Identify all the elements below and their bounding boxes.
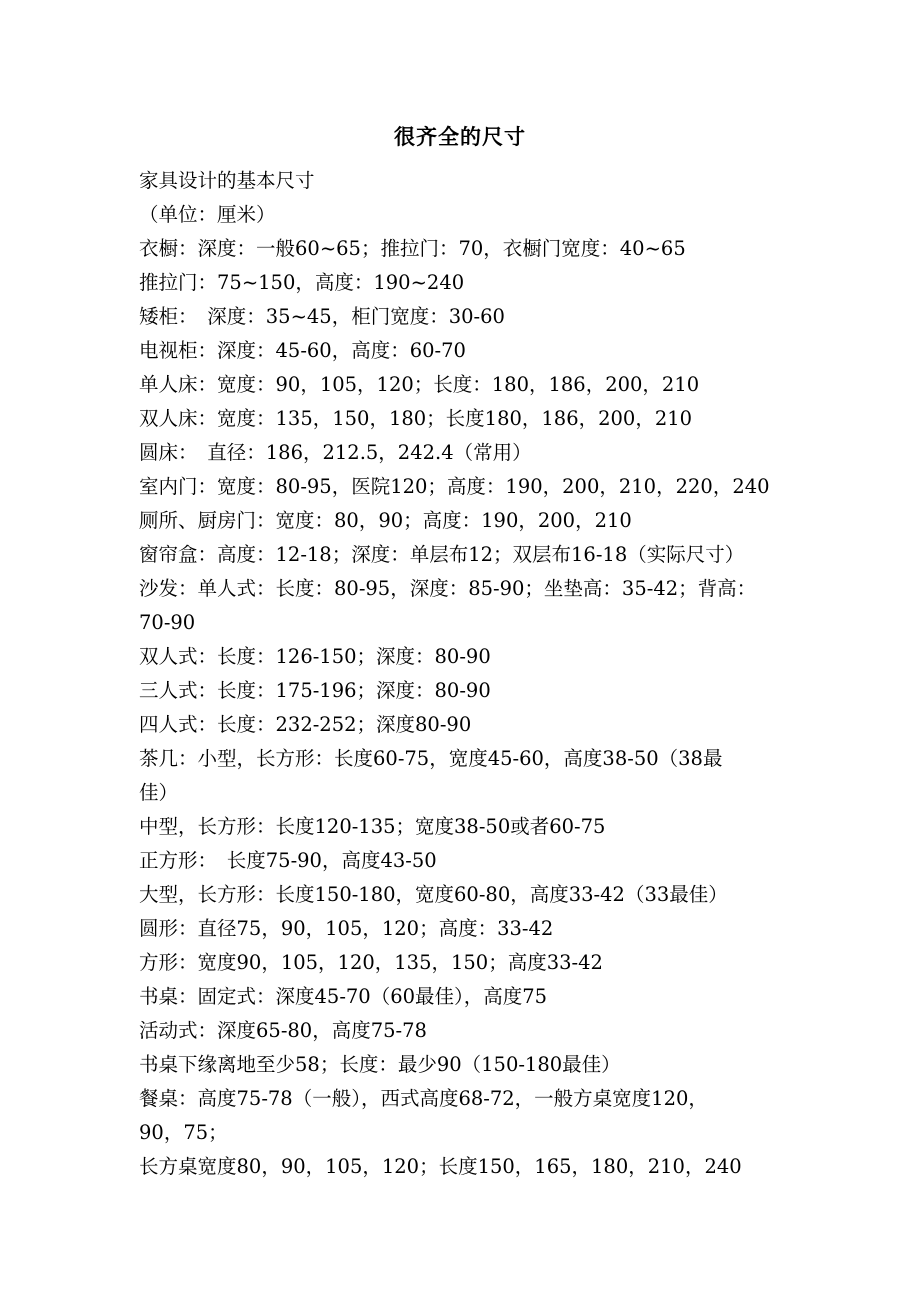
text-line-tea-table-square-size: 方形：宽度90，105，120，135，150；高度33-42: [139, 951, 603, 974]
text-line-desk-clearance: 书桌下缘离地至少58；长度：最少90（150-180最佳）: [139, 1053, 621, 1076]
text-line-tea-table-round: 圆形：直径75，90，105，120；高度：33-42: [139, 917, 554, 940]
text-line-heading: 家具设计的基本尺寸: [139, 169, 315, 192]
text-line-desk-fixed: 书桌：固定式：深度45-70（60最佳），高度75: [139, 985, 548, 1008]
text-line-single-bed: 单人床：宽度：90，105，120；长度：180，186，200，210: [139, 373, 700, 396]
text-line-desk-movable: 活动式：深度65-80，高度75-78: [139, 1019, 427, 1042]
text-line-bathroom-kitchen-door: 厕所、厨房门：宽度：80，90；高度：190，200，210: [139, 509, 632, 532]
text-line-double-bed: 双人床：宽度：135，150，180；长度180，186，200，210: [139, 407, 693, 430]
text-line-sofa-double: 双人式：长度：126-150；深度：80-90: [139, 645, 491, 668]
text-line-curtain-box: 窗帘盒：高度：12-18；深度：单层布12；双层布16-18（实际尺寸）: [139, 543, 745, 566]
text-line-round-bed: 圆床： 直径：186，212.5，242.4（常用）: [139, 441, 532, 464]
text-line-tea-table-square: 正方形： 长度75-90，高度43-50: [139, 849, 437, 872]
text-line-sofa-quad: 四人式：长度：232-252；深度80-90: [139, 713, 472, 736]
text-line-low-cabinet: 矮柜： 深度：35~45，柜门宽度：30-60: [139, 305, 505, 328]
text-line-tea-table-small-cont: 佳）: [139, 781, 179, 804]
text-line-sofa-single-cont: 70-90: [139, 611, 196, 634]
text-line-tea-table-large: 大型，长方形：长度150-180，宽度60-80，高度33-42（33最佳）: [139, 883, 728, 906]
text-line-rect-table: 长方桌宽度80，90，105，120；长度150，165，180，210，240: [139, 1155, 742, 1178]
text-line-interior-door: 室内门：宽度：80-95，医院120；高度：190，200，210，220，240: [139, 475, 770, 498]
text-line-unit: （单位：厘米）: [139, 203, 276, 226]
text-line-sliding-door: 推拉门：75~150，高度：190~240: [139, 271, 465, 294]
text-line-tea-table-medium: 中型，长方形：长度120-135；宽度38-50或者60-75: [139, 815, 606, 838]
text-line-sofa-single: 沙发：单人式：长度：80-95，深度：85-90；坐垫高：35-42；背高：: [139, 577, 757, 600]
text-line-wardrobe: 衣橱：深度：一般60~65；推拉门：70，衣橱门宽度：40~65: [139, 237, 686, 260]
text-line-tea-table-small: 茶几：小型，长方形：长度60-75，宽度45-60，高度38-50（38最: [139, 747, 723, 770]
text-line-dining-table-cont: 90，75；: [139, 1121, 228, 1144]
document-body: [139, 164, 799, 1184]
text-line-tv-cabinet: 电视柜：深度：45-60，高度：60-70: [139, 339, 466, 362]
document-title: 很齐全的尺寸: [394, 125, 526, 149]
text-line-dining-table: 餐桌：高度75-78（一般），西式高度68-72，一般方桌宽度120，: [139, 1087, 708, 1110]
text-line-sofa-triple: 三人式：长度：175-196；深度：80-90: [139, 679, 491, 702]
